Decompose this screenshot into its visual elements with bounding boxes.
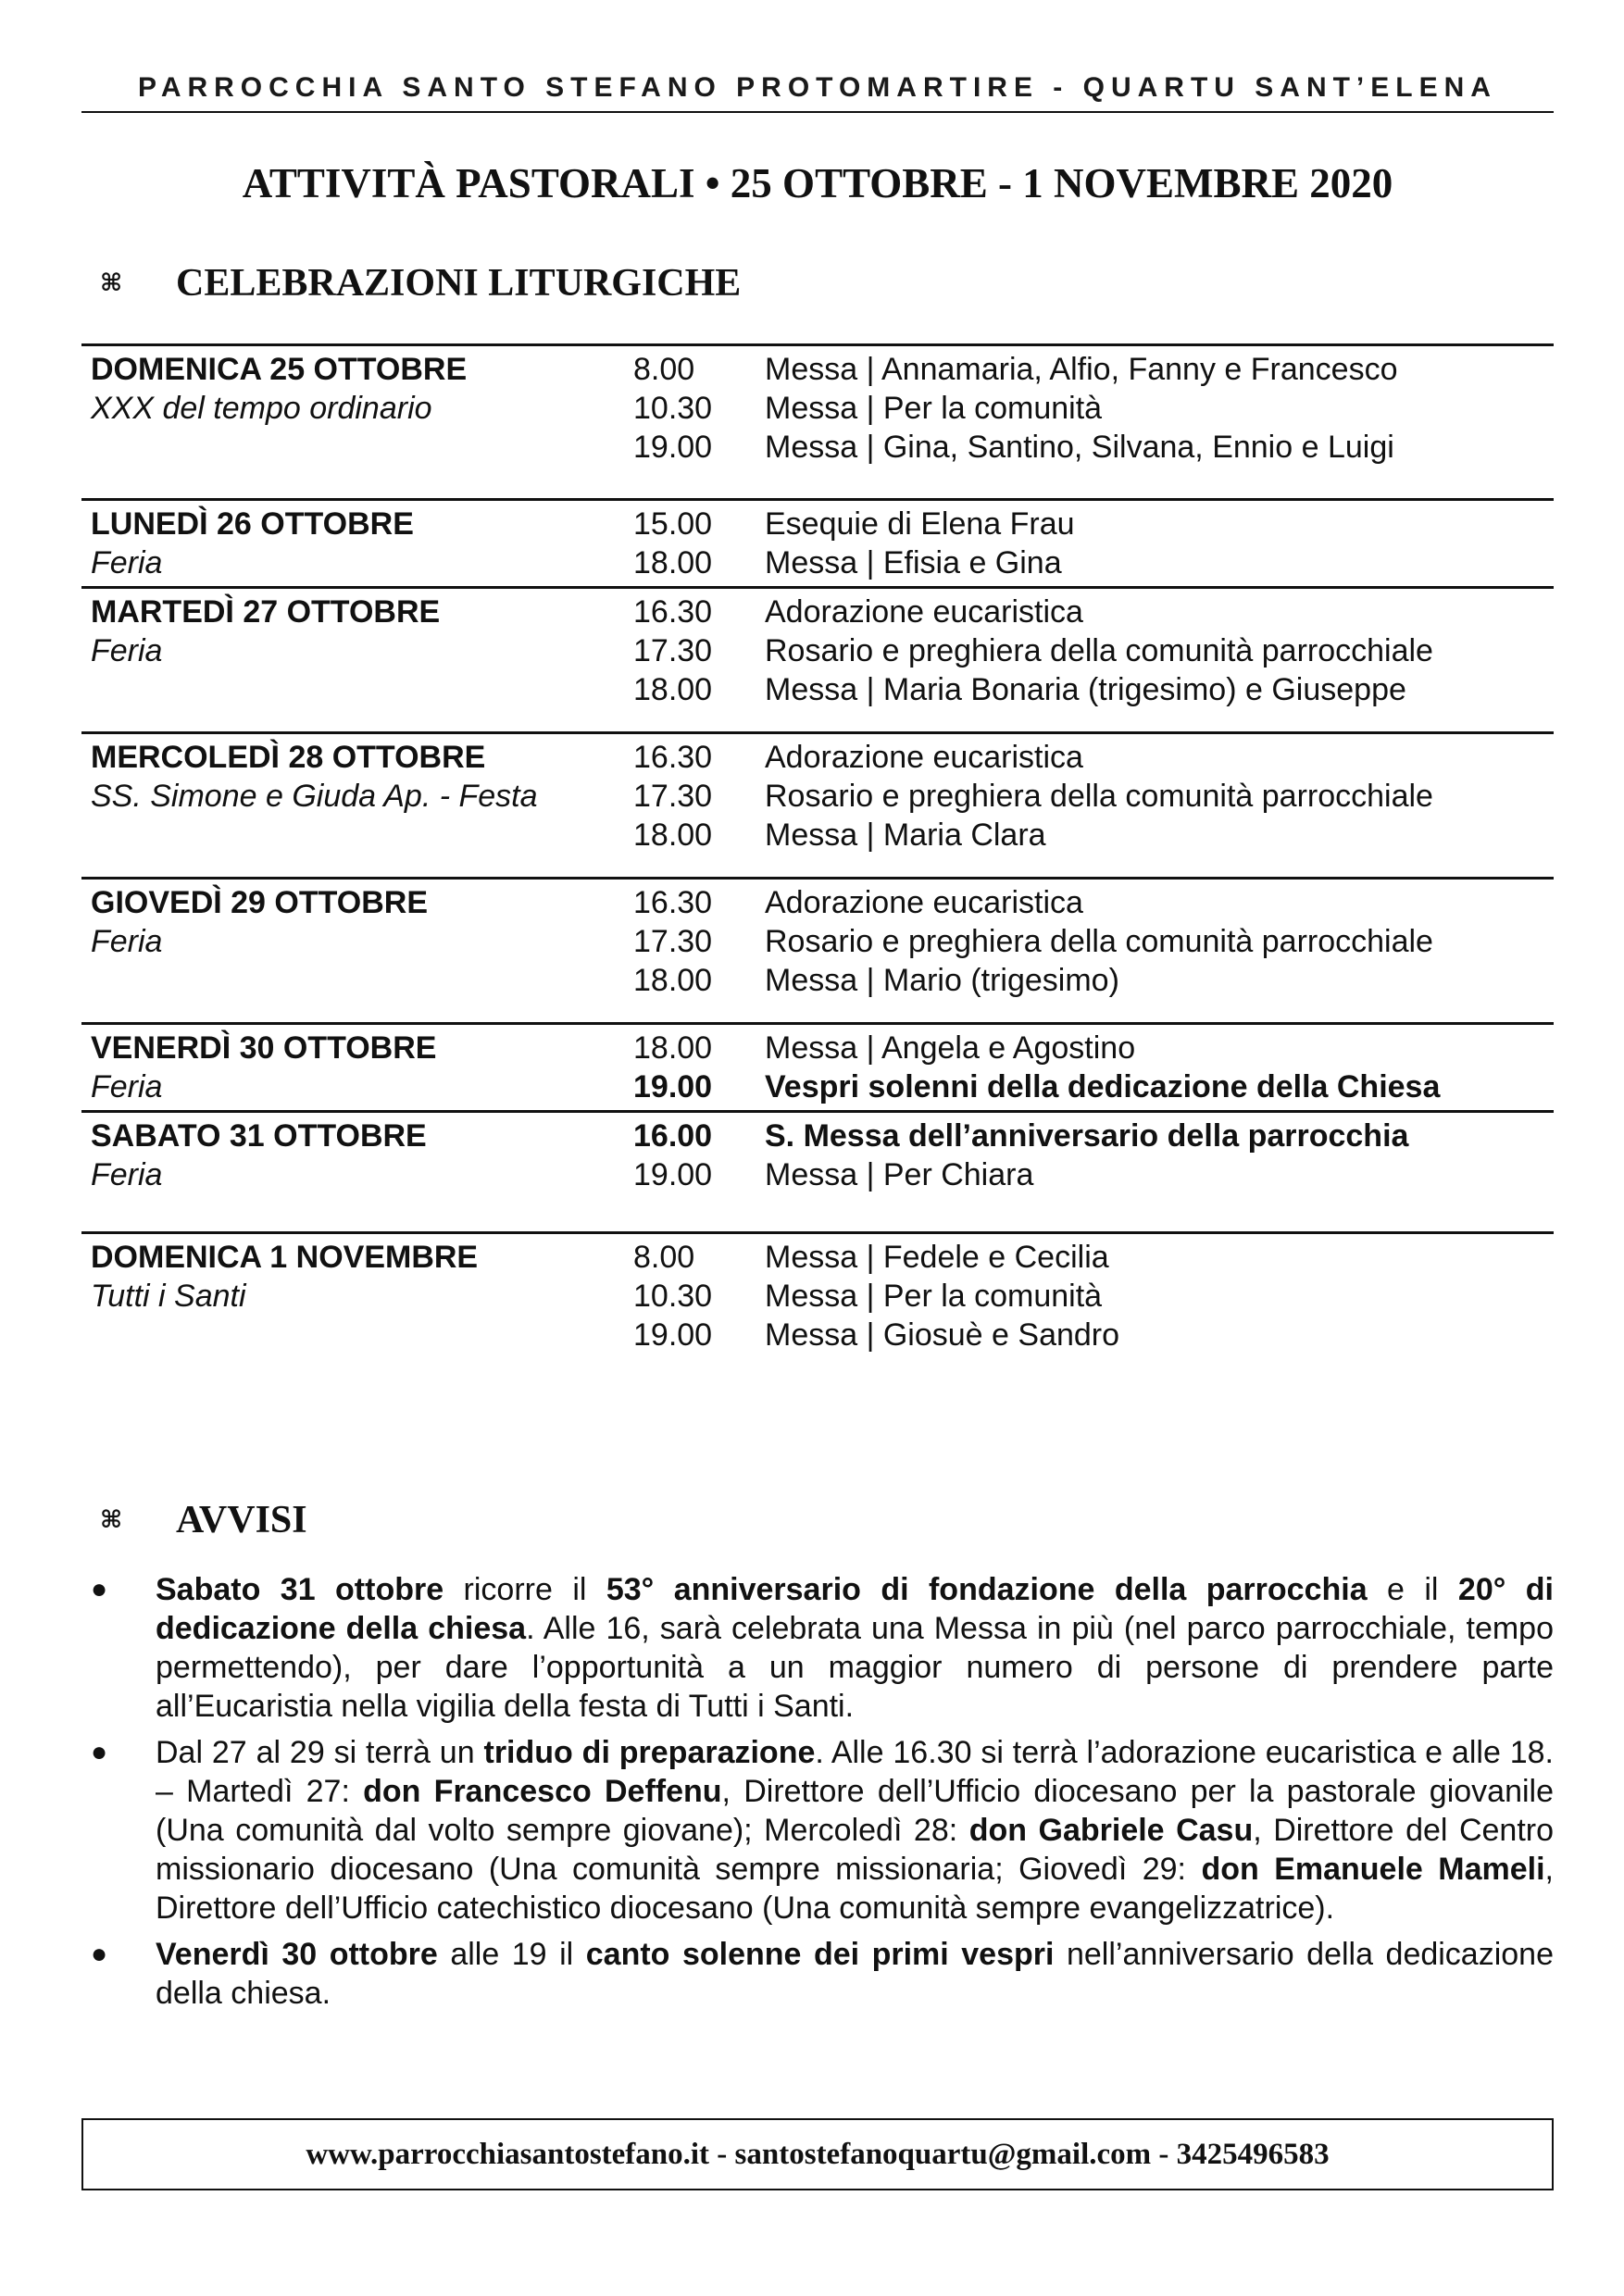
event-description: Vespri solenni della dedicazione della Chiesa: [765, 1069, 1441, 1104]
day-block: [81, 586, 1554, 731]
event-description: Messa | Fedele e Cecilia: [765, 1240, 1109, 1275]
event-description: Messa | Gina, Santino, Silvana, Ennio e Luigi: [765, 430, 1394, 465]
notice-segment: Dal 27 al 29 si terrà un: [156, 1735, 484, 1770]
notice-highlight: 20° di dedicazione della chiesa: [156, 1572, 1554, 1646]
event-time: 8.00: [633, 352, 695, 387]
day-block: [81, 731, 1554, 877]
event-row: [633, 428, 1554, 467]
event-time: 19.00: [633, 430, 713, 465]
event-time: 17.30: [633, 924, 713, 959]
event-row: [633, 961, 1554, 1000]
event-description: Rosario e preghiera della comunità parrocchiale: [765, 779, 1433, 814]
footer-contact-box: [81, 2118, 1554, 2190]
event-row: [633, 738, 1554, 777]
event-time: 18.00: [633, 672, 713, 707]
notice-segment: . Alle 16, sarà celebrata una Messa in più (nel parco parrocchiale, tempo permettendo), per dare l’opportunità a un maggior numero di persone di prendere parte all’Eucaristia nella vigilia della festa di Tutti i Santi.: [156, 1611, 1555, 1724]
section-heading-label: CELEBRAZIONI LITURGICHE: [176, 262, 742, 305]
day-name: GIOVEDÌ 29 OTTOBRE: [91, 885, 429, 920]
event-time: 16.30: [633, 740, 713, 775]
event-time: 19.00: [633, 1069, 713, 1104]
event-time: 18.00: [633, 963, 713, 998]
event-description: Rosario e preghiera della comunità parrocchiale: [765, 633, 1433, 668]
day-subtitle: Feria: [91, 1157, 163, 1192]
event-description: Messa | Maria Bonaria (trigesimo) e Giuseppe: [765, 672, 1406, 707]
event-row: [633, 350, 1554, 389]
event-row: [633, 777, 1554, 816]
star-icon: ⌘: [100, 1506, 123, 1533]
notice-text: [156, 1935, 1554, 2013]
day-subtitle: XXX del tempo ordinario: [91, 391, 432, 426]
day-block: [81, 1231, 1554, 1354]
footer-contact: www.parrocchiasantostefano.it - santostefanoquartu@gmail.com - 3425496583: [306, 2137, 1330, 2171]
event-row: [633, 631, 1554, 670]
event-row: [633, 1238, 1554, 1277]
day-name: LUNEDÌ 26 OTTOBRE: [91, 506, 414, 542]
event-time: 17.30: [633, 779, 713, 814]
notice-highlight: 53° anniversario di fondazione della parrocchia: [606, 1572, 1368, 1607]
event-row: [633, 543, 1554, 582]
day-name: SABATO 31 OTTOBRE: [91, 1118, 427, 1154]
day-subtitle: Feria: [91, 545, 163, 580]
event-row: [633, 593, 1554, 631]
day-block: [81, 1022, 1554, 1110]
event-row: [633, 1155, 1554, 1194]
notice-highlight: don Gabriele Casu: [968, 1813, 1254, 1848]
event-time: 16.30: [633, 594, 713, 630]
event-description: Messa | Maria Clara: [765, 817, 1046, 853]
event-description: S. Messa dell’anniversario della parrocchia: [765, 1118, 1409, 1154]
day-subtitle: Feria: [91, 1069, 163, 1104]
notice-highlight: Sabato 31 ottobre: [156, 1572, 444, 1607]
event-time: 19.00: [633, 1157, 713, 1192]
parish-name: PARROCCHIA SANTO STEFANO PROTOMARTIRE - QUARTU SANT’ELENA: [138, 72, 1497, 103]
header-divider: [81, 111, 1554, 113]
event-description: Messa | Per la comunità: [765, 1279, 1103, 1314]
day-subtitle: SS. Simone e Giuda Ap. - Festa: [91, 779, 538, 814]
event-time: 17.30: [633, 633, 713, 668]
event-row: [633, 816, 1554, 855]
event-row: [633, 1117, 1554, 1155]
notice-segment: , Direttore dell’Ufficio diocesano per la pastorale giovanile (Una comunità dal volto sempre giovane); Mercoledì 28:: [156, 1774, 1554, 1848]
event-description: Messa | Efisia e Gina: [765, 545, 1062, 580]
section-heading-avvisi: [100, 1492, 307, 1548]
event-time: 18.00: [633, 545, 713, 580]
day-subtitle: Tutti i Santi: [91, 1279, 246, 1314]
day-name: DOMENICA 25 OTTOBRE: [91, 352, 468, 387]
notice-text: [156, 1733, 1554, 1928]
day-subtitle: Feria: [91, 633, 163, 668]
notice-item: [81, 1935, 1554, 2013]
notice-segment: alle 19 il: [437, 1937, 586, 1972]
notice-highlight: Venerdì 30 ottobre: [156, 1937, 438, 1972]
event-time: 16.30: [633, 885, 713, 920]
notice-highlight: canto solenne dei primi vespri: [585, 1937, 1055, 1972]
day-block: [81, 877, 1554, 1022]
event-description: Messa | Annamaria, Alfio, Fanny e Francesco: [765, 352, 1398, 387]
bullet-icon: ●: [91, 1737, 108, 1767]
event-description: Messa | Per Chiara: [765, 1157, 1034, 1192]
section-heading-celebrations: [100, 256, 741, 311]
event-description: Messa | Mario (trigesimo): [765, 963, 1119, 998]
event-description: Messa | Angela e Agostino: [765, 1030, 1136, 1066]
event-description: Messa | Giosuè e Sandro: [765, 1317, 1120, 1353]
event-time: 10.30: [633, 391, 713, 426]
day-name: MERCOLEDÌ 28 OTTOBRE: [91, 740, 486, 775]
bullet-icon: ●: [91, 1939, 108, 1969]
notice-segment: ricorre il: [443, 1572, 606, 1607]
notice-highlight: don Francesco Deffenu: [363, 1774, 722, 1809]
notice-item: [81, 1733, 1554, 1928]
day-name: DOMENICA 1 NOVEMBRE: [91, 1240, 479, 1275]
event-row: [633, 1316, 1554, 1354]
notice-text: [156, 1570, 1554, 1726]
event-row: [633, 922, 1554, 961]
event-row: [633, 1067, 1554, 1106]
event-description: Esequie di Elena Frau: [765, 506, 1075, 542]
day-block: [81, 343, 1554, 498]
day-name: MARTEDÌ 27 OTTOBRE: [91, 594, 441, 630]
event-description: Adorazione eucaristica: [765, 740, 1083, 775]
event-row: [633, 505, 1554, 543]
event-time: 8.00: [633, 1240, 695, 1275]
day-subtitle: Feria: [91, 924, 163, 959]
event-description: Messa | Per la comunità: [765, 391, 1103, 426]
section-heading-label: AVVISI: [176, 1499, 307, 1541]
notice-segment: . Alle 16.30 si terrà l’adorazione eucaristica e alle 18. – Martedì 27:: [156, 1735, 1554, 1809]
day-name: VENERDÌ 30 OTTOBRE: [91, 1030, 437, 1066]
event-row: [633, 670, 1554, 709]
event-description: Rosario e preghiera della comunità parrocchiale: [765, 924, 1433, 959]
event-row: [633, 883, 1554, 922]
event-row: [633, 1029, 1554, 1067]
notice-segment: nell’anniversario della dedicazione della chiesa.: [156, 1937, 1555, 2011]
notice-segment: , Direttore del Centro missionario diocesano (Una comunità sempre missionaria; Giovedì 29:: [156, 1813, 1554, 1887]
day-block: [81, 1110, 1554, 1231]
day-block: [81, 498, 1554, 586]
event-time: 19.00: [633, 1317, 713, 1353]
notice-segment: e il: [1367, 1572, 1458, 1607]
event-time: 15.00: [633, 506, 713, 542]
event-time: 16.00: [633, 1118, 713, 1154]
bullet-icon: ●: [91, 1574, 108, 1604]
notice-highlight: triduo di preparazione: [483, 1735, 816, 1770]
event-time: 18.00: [633, 817, 713, 853]
event-description: Adorazione eucaristica: [765, 885, 1083, 920]
notice-item: [81, 1570, 1554, 1726]
notice-segment: , Direttore dell’Ufficio catechistico diocesano (Una comunità sempre evangelizzatrice).: [156, 1852, 1554, 1926]
event-row: [633, 1277, 1554, 1316]
star-icon: ⌘: [100, 269, 123, 296]
event-time: 18.00: [633, 1030, 713, 1066]
notices-list: [81, 1570, 1554, 2020]
celebrations-schedule: [81, 343, 1554, 1354]
page-title: ATTIVITÀ PASTORALI • 25 OTTOBRE - 1 NOVEMBRE 2020: [242, 160, 1393, 206]
event-row: [633, 389, 1554, 428]
event-description: Adorazione eucaristica: [765, 594, 1083, 630]
notice-highlight: don Emanuele Mameli: [1201, 1852, 1545, 1887]
event-time: 10.30: [633, 1279, 713, 1314]
